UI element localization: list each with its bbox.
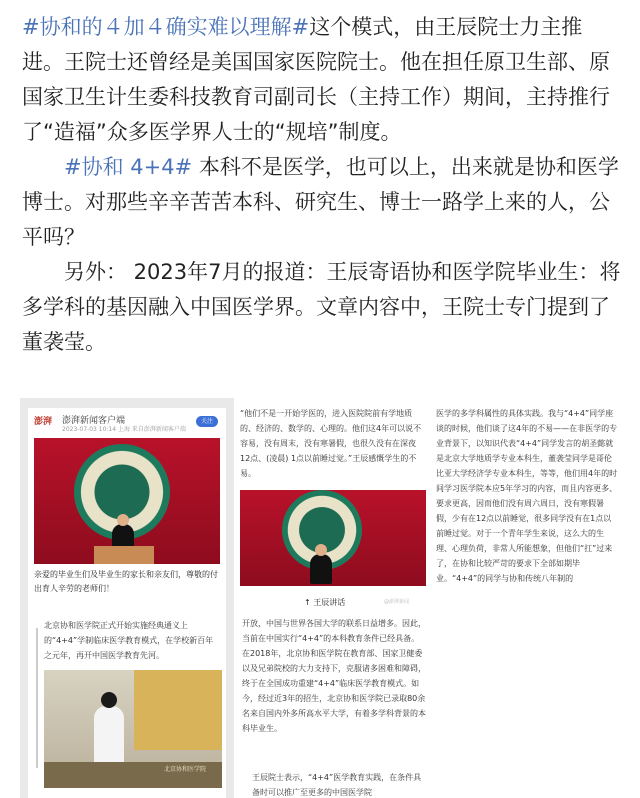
paragraph-1: [22, 10, 622, 150]
hashtag-xiehe-4plus4[interactable]: #协和 4+4#: [64, 155, 193, 179]
source-logo: 澎湃: [34, 417, 53, 427]
stage-text: 北京协和医学院: [164, 766, 207, 773]
photo-caption: 亲爱的毕业生们及毕业生的家长和亲友们，尊敬的付出育人辛劳的老师们！: [34, 570, 218, 593]
follow-button[interactable]: 关注: [196, 416, 218, 427]
speaker-figure-2: [310, 554, 332, 584]
col2-body-text: 开放，中国与世界各国大学的联系日益增多。因此，当前在中国实行“4+4”的本科教育条件已经具备。在2018年，北京协和医学院在教育部、国家卫健委以及兄弟院校的大力支持下，克服诸多困难和障碍，终于在全国成功重建“4+4”临床医学教育模式。如今，经过近3年的招生，北京协和医学院已录取80余名来自国内外多所高水平大学，有着多学科背景的本科毕业生。: [242, 619, 426, 733]
col2-top-text: “他们不是一开始学医的，进入医院院前有学地质的、经济的、数学的、心理的。他们这4年可以说不容易，没有周末，没有寒暑假，也很久没有在深夜12点、(凌晨) 1点以前睡过觉。”王辰感慨学生的不易。: [240, 409, 422, 478]
paragraph-1-text: 这个模式，由王辰院士力主推进。王院士还曾经是美国国家医院院士。他在担任原卫生部、原国家卫生计生委科技教育司副司长（主持工作）期间，主持推行了“造福”众多医学界人士的“规培”制度。: [22, 15, 610, 144]
speech-photo: [240, 490, 426, 586]
quote-bar: [36, 628, 38, 768]
article-card-left: [28, 408, 226, 798]
article-screenshot-collage[interactable]: [20, 398, 622, 798]
podium: [94, 546, 154, 564]
ceremony-photo: [34, 438, 220, 564]
paragraph-2-text: 本科不是医学，也可以上，出来就是协和医学博士。对那些辛辛苦苦本科、研究生、博士一路学上来的人，公平吗？: [22, 155, 619, 249]
paragraph-3-text: 另外： 2023年7月的报道：王辰寄语协和医学院毕业生：将多学科的基因融入中国医学界。文章内容中，王院士专门提到了董袭莹。: [22, 260, 621, 354]
lecture-photo: [44, 670, 222, 788]
source-name: 澎湃新闻客户端: [62, 416, 126, 426]
quote-text: 北京协和医学院正式开始实施经典通义上的“4+4”学制临床医学教育模式，在学校新百年之元年，再开中国医学教育先河。: [44, 621, 214, 660]
paragraph-2: [22, 150, 622, 255]
article-card-right: [430, 398, 622, 798]
col3-body-text: 医学的多学科属性的具体实践。我与“4+4”同学座谈的时候，他们谈了这4年的不易——在非医学的专业背景下，以知识代表“4+4”同学发言的胡圣懿就是北京大学地质学专业本科生，董袭莹同学是哥伦比亚大学经济学专业本科生，等等，他们用4年的时间学习医学院本应5年学习的内容，而且内容更多、要求更高，因而他们没有周六周日，没有寒假暑假，少有在12点以前睡觉，很多同学没有在1点以前睡过觉。对于一个青年学生来说，这么大的生理、心理负荷，非常人所能想象，但他们“扛”过来了，在协和比较严苛的要求下全部如期毕业。“4+4”的同学与协和传统八年制的: [436, 409, 618, 583]
lecturer-figure: [94, 706, 124, 766]
col2-bottom-text: 王辰院士表示，“4+4”医学教育实践，在条件具备时可以推广至更多的中国医学院: [252, 773, 422, 797]
weibo-post-text: [22, 10, 622, 360]
source-meta: 2023-07-03 10:14 上海 来自澎湃新闻客户端: [62, 426, 186, 433]
hashtag-xiehe-4plus4-hard[interactable]: #协和的４加４确实难以理解#: [22, 15, 310, 39]
speech-caption: ↑ 王辰讲话: [304, 598, 346, 607]
projection-screen: [134, 670, 222, 750]
watermark: @澎湃新闻: [384, 599, 410, 605]
article-card-middle: [234, 398, 430, 798]
paragraph-3: [22, 255, 622, 360]
